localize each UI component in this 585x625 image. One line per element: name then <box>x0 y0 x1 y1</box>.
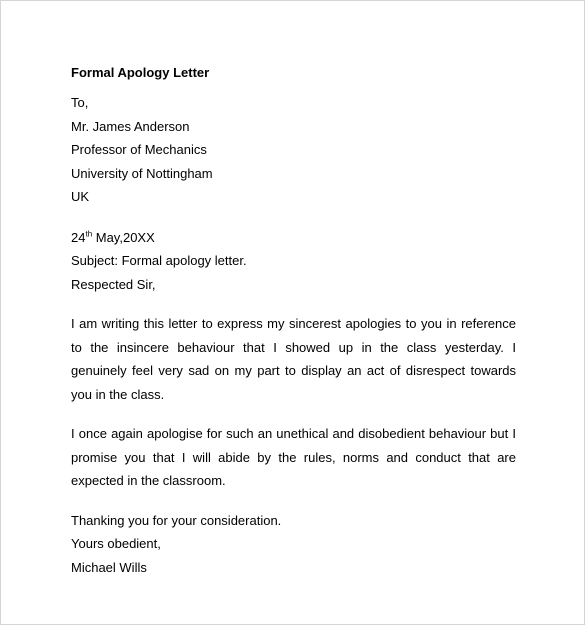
salutation: Respected Sir, <box>71 276 156 292</box>
date-day: 24 <box>71 229 86 245</box>
date-suffix: th <box>85 229 93 239</box>
recipient-address <box>71 91 516 209</box>
address-line: Professor of Mechanics <box>71 142 207 157</box>
signature-name: Michael Wills <box>71 559 147 575</box>
closing-line: Yours obedient, <box>71 536 161 551</box>
body-paragraph-2: I once again apologise for such an unethical and disobedient behaviour but I promise you that I will abide by the rules, norms and conduct that are expected in the classroom. <box>71 426 516 488</box>
address-line: To, <box>71 95 89 110</box>
subject-line: Subject: Formal apology letter. <box>71 253 247 268</box>
closing-block <box>71 509 516 580</box>
address-line: University of Nottingham <box>71 165 213 181</box>
letter-title: Formal Apology Letter <box>71 65 210 80</box>
address-line: UK <box>71 189 90 204</box>
letter-date <box>71 226 516 250</box>
address-line: Mr. James Anderson <box>71 118 190 134</box>
body-paragraph-1: I am writing this letter to express my sincerest apologies to you in reference to the insincere behaviour that I showed up in the class yesterday. I genuinely feel very sad on my part to display an act of disrespect towards you in the class. <box>71 316 516 402</box>
letter-body <box>71 63 516 579</box>
date-rest: May,20XX <box>92 229 155 245</box>
closing-line: Thanking you for your consideration. <box>71 512 282 528</box>
